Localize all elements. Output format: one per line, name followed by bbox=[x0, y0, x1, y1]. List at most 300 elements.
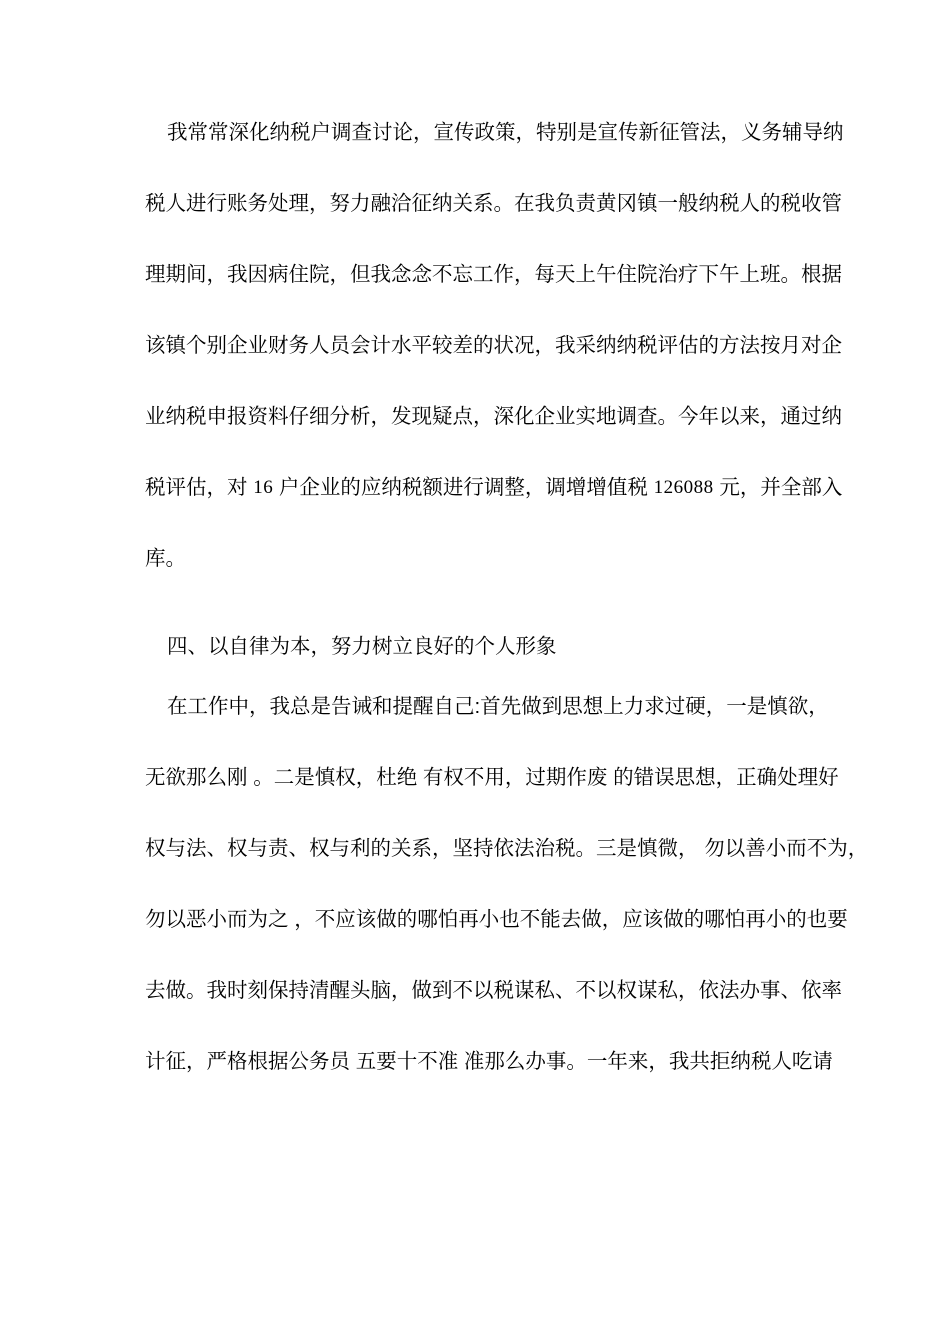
glyph: 应 bbox=[622, 908, 643, 931]
glyph: 思 bbox=[674, 766, 696, 789]
glyph: 理 bbox=[797, 766, 819, 789]
glyph: 义 bbox=[741, 121, 762, 144]
glyph: 疑 bbox=[432, 405, 453, 428]
glyph: 权 bbox=[616, 979, 637, 1002]
glyph: 做 bbox=[663, 908, 684, 931]
glyph: 人 bbox=[739, 192, 760, 215]
glyph: 时 bbox=[227, 979, 248, 1002]
glyph: 的 bbox=[786, 908, 807, 931]
glyph: 纳 bbox=[165, 405, 186, 428]
paragraph-line bbox=[145, 1047, 833, 1077]
glyph: 行 bbox=[206, 192, 227, 215]
glyph: 管 bbox=[679, 121, 700, 144]
glyph: 税 bbox=[780, 192, 801, 215]
glyph: 实 bbox=[575, 405, 596, 428]
glyph: 镇 bbox=[165, 334, 186, 357]
paragraph-line bbox=[145, 402, 842, 432]
glyph: 力 bbox=[350, 192, 371, 215]
glyph: 的 bbox=[760, 192, 781, 215]
glyph: 根 bbox=[801, 263, 822, 286]
glyph: 作 bbox=[493, 263, 514, 286]
glyph: 小 bbox=[765, 908, 787, 931]
glyph: 务 bbox=[761, 121, 782, 144]
glyph: 率 bbox=[821, 979, 842, 1002]
glyph: 慎 bbox=[314, 766, 336, 789]
glyph: 黄 bbox=[596, 192, 617, 215]
glyph: 化 bbox=[514, 405, 535, 428]
glyph: 也 bbox=[499, 908, 520, 931]
glyph: 全 bbox=[780, 476, 802, 499]
glyph: 作 bbox=[566, 766, 587, 789]
glyph: 为 bbox=[247, 908, 268, 931]
glyph: 请 bbox=[812, 1050, 833, 1073]
glyph: 是 bbox=[577, 121, 598, 144]
glyph: 小 bbox=[478, 908, 500, 931]
glyph: 报 bbox=[227, 405, 248, 428]
glyph: 年 bbox=[607, 1050, 628, 1073]
glyph: 杜 bbox=[376, 766, 397, 789]
paragraph-line bbox=[145, 189, 842, 219]
glyph: 并 bbox=[760, 476, 781, 499]
glyph: 利 bbox=[350, 837, 371, 860]
glyph: 上 bbox=[575, 263, 596, 286]
glyph: 、 bbox=[288, 837, 309, 860]
glyph: 持 bbox=[473, 837, 494, 860]
paragraph-line: 在工作中，我总是告诫和提醒自己:首先做到思想上力求过硬，一是慎欲， bbox=[167, 695, 829, 718]
glyph: 午 bbox=[596, 263, 617, 286]
glyph: 。 bbox=[493, 192, 514, 215]
glyph: 析 bbox=[350, 405, 371, 428]
glyph: 无 bbox=[145, 766, 166, 789]
glyph: 今 bbox=[678, 405, 699, 428]
glyph: 期 bbox=[165, 263, 186, 286]
glyph: 五 bbox=[355, 1050, 377, 1073]
glyph: 我 bbox=[167, 121, 188, 144]
glyph: 责 bbox=[575, 192, 596, 215]
glyph: 融 bbox=[370, 192, 391, 215]
glyph: 三 bbox=[596, 837, 617, 860]
glyph: 班 bbox=[760, 263, 781, 286]
glyph: 仔 bbox=[288, 405, 309, 428]
glyph: 十 bbox=[396, 1050, 418, 1073]
glyph: 纳 bbox=[821, 405, 842, 428]
glyph: 的 bbox=[473, 334, 494, 357]
glyph: 业 bbox=[145, 405, 166, 428]
glyph: 。 bbox=[566, 1050, 587, 1073]
glyph: 二 bbox=[273, 766, 295, 789]
glyph: 院 bbox=[637, 263, 658, 286]
glyph: 那 bbox=[484, 1050, 505, 1073]
glyph: 确 bbox=[756, 766, 778, 789]
glyph: ， bbox=[515, 121, 536, 144]
glyph: 错 bbox=[633, 766, 655, 789]
glyph: 估 bbox=[678, 334, 699, 357]
glyph: 务 bbox=[288, 334, 309, 357]
glyph: 税 bbox=[627, 476, 648, 499]
glyph: 资 bbox=[247, 405, 268, 428]
glyph: 系 bbox=[411, 837, 432, 860]
glyph: 地 bbox=[596, 405, 617, 428]
glyph: 做 bbox=[376, 908, 397, 931]
glyph: 处 bbox=[268, 192, 289, 215]
glyph: 论 bbox=[392, 121, 413, 144]
glyph: 慎 bbox=[637, 837, 658, 860]
glyph: ， bbox=[391, 979, 412, 1002]
glyph: 纳 bbox=[432, 192, 453, 215]
paragraph-line bbox=[145, 260, 842, 290]
glyph: 政 bbox=[474, 121, 495, 144]
glyph: 共 bbox=[689, 1050, 710, 1073]
glyph: 废 bbox=[586, 766, 608, 789]
glyph: 吃 bbox=[791, 1050, 813, 1073]
glyph: 员 bbox=[329, 1050, 350, 1073]
glyph: 以 bbox=[473, 979, 494, 1002]
glyph: 镇 bbox=[637, 192, 658, 215]
glyph: 该 bbox=[355, 908, 377, 931]
glyph: 用 bbox=[484, 766, 505, 789]
glyph: 格 bbox=[227, 1050, 248, 1073]
glyph: 税 bbox=[637, 334, 658, 357]
glyph: 那 bbox=[186, 766, 207, 789]
glyph: 税 bbox=[719, 192, 740, 215]
glyph: 以 bbox=[724, 837, 746, 860]
glyph: 不 bbox=[519, 908, 541, 931]
glyph: 增 bbox=[565, 476, 587, 499]
glyph: 通 bbox=[780, 405, 801, 428]
glyph: ， bbox=[760, 405, 781, 428]
glyph: 讨 bbox=[372, 121, 393, 144]
glyph: 我 bbox=[370, 263, 391, 286]
glyph: 整 bbox=[504, 476, 525, 499]
glyph: ， bbox=[514, 263, 535, 286]
glyph: 工 bbox=[473, 263, 494, 286]
glyph: 人 bbox=[165, 192, 186, 215]
glyph: 拒 bbox=[709, 1050, 731, 1073]
glyph: 法 bbox=[700, 121, 721, 144]
glyph: 征 bbox=[165, 1050, 186, 1073]
glyph: 醒 bbox=[329, 979, 350, 1002]
glyph: 哪 bbox=[417, 908, 438, 931]
glyph: 化 bbox=[249, 121, 270, 144]
glyph: 勿 bbox=[704, 837, 725, 860]
glyph: 依 bbox=[493, 837, 514, 860]
glyph: 与 bbox=[247, 837, 268, 860]
glyph: 我 bbox=[206, 979, 227, 1002]
glyph: 一 bbox=[586, 1050, 608, 1073]
glyph: 税 bbox=[750, 1050, 772, 1073]
glyph: 况 bbox=[514, 334, 535, 357]
glyph: 法 bbox=[719, 979, 740, 1002]
glyph: 的 bbox=[683, 908, 705, 931]
glyph: 做 bbox=[165, 979, 186, 1002]
glyph: 的 bbox=[613, 766, 634, 789]
glyph: 来 bbox=[627, 1050, 649, 1073]
glyph: 公 bbox=[288, 1050, 309, 1073]
glyph: 点 bbox=[452, 405, 473, 428]
glyph: 责 bbox=[268, 837, 289, 860]
glyph: ， bbox=[206, 476, 227, 499]
glyph: 深 bbox=[493, 405, 514, 428]
glyph: 脑 bbox=[370, 979, 391, 1002]
glyph: 上 bbox=[739, 263, 760, 286]
glyph: ， bbox=[329, 263, 350, 286]
glyph: 清 bbox=[309, 979, 330, 1002]
glyph: 因 bbox=[247, 263, 268, 286]
glyph: ， bbox=[355, 766, 377, 789]
glyph: 辅 bbox=[782, 121, 803, 144]
glyph: 细 bbox=[309, 405, 330, 428]
glyph: 再 bbox=[745, 908, 766, 931]
glyph: 税 bbox=[493, 979, 514, 1002]
glyph: 据 bbox=[821, 263, 842, 286]
glyph: 想 bbox=[695, 766, 716, 789]
glyph: 治 bbox=[657, 263, 678, 286]
glyph: 差 bbox=[452, 334, 473, 357]
glyph: 洽 bbox=[391, 192, 412, 215]
glyph: 月 bbox=[780, 334, 801, 357]
glyph: 怕 bbox=[437, 908, 459, 931]
glyph: 传 bbox=[618, 121, 639, 144]
glyph: 努 bbox=[329, 192, 350, 215]
glyph: 而 bbox=[786, 837, 807, 860]
glyph: 调 bbox=[616, 405, 637, 428]
glyph: 也 bbox=[806, 908, 828, 931]
glyph: 入 bbox=[821, 476, 843, 499]
glyph: 治 bbox=[534, 837, 555, 860]
glyph: 误 bbox=[654, 766, 675, 789]
glyph: 企 bbox=[227, 334, 248, 357]
paragraph-line bbox=[145, 118, 844, 148]
glyph: ， bbox=[413, 121, 434, 144]
glyph: 不 bbox=[575, 979, 596, 1002]
glyph: 处 bbox=[777, 766, 798, 789]
glyph: 部 bbox=[801, 476, 822, 499]
glyph: 业 bbox=[319, 476, 341, 499]
glyph: 平 bbox=[411, 334, 432, 357]
glyph: 业 bbox=[247, 334, 268, 357]
glyph: 微 bbox=[657, 837, 678, 860]
glyph: 为 bbox=[827, 837, 848, 860]
glyph: 、 bbox=[555, 979, 576, 1002]
glyph: 小 bbox=[765, 837, 787, 860]
glyph: ， bbox=[294, 908, 315, 931]
glyph: 负 bbox=[555, 192, 576, 215]
glyph: 。 bbox=[186, 979, 207, 1002]
glyph: 住 bbox=[288, 263, 309, 286]
glyph: 午 bbox=[719, 263, 740, 286]
glyph: 要 bbox=[827, 908, 848, 931]
glyph: 征 bbox=[659, 121, 680, 144]
glyph: 该 bbox=[145, 334, 166, 357]
inline-number: 16 bbox=[253, 477, 274, 498]
glyph: 过 bbox=[525, 766, 546, 789]
glyph: 税 bbox=[401, 476, 423, 499]
glyph: 增 bbox=[586, 476, 607, 499]
glyph: ， bbox=[739, 476, 761, 499]
glyph: 我 bbox=[227, 263, 248, 286]
glyph: 管 bbox=[821, 192, 842, 215]
glyph: 忘 bbox=[452, 263, 473, 286]
glyph: 户 bbox=[278, 476, 300, 499]
glyph: 查 bbox=[351, 121, 372, 144]
glyph: 税 bbox=[145, 476, 166, 499]
glyph: 别 bbox=[206, 334, 227, 357]
glyph: 的 bbox=[340, 476, 361, 499]
glyph: 常 bbox=[208, 121, 229, 144]
glyph: 进 bbox=[442, 476, 464, 499]
glyph: 发 bbox=[391, 405, 412, 428]
glyph: 准 bbox=[437, 1050, 459, 1073]
glyph: 业 bbox=[555, 405, 576, 428]
glyph: 勿 bbox=[145, 908, 166, 931]
glyph: 小 bbox=[206, 908, 227, 931]
glyph: 会 bbox=[350, 334, 371, 357]
glyph: 纳 bbox=[823, 121, 844, 144]
glyph: 哪 bbox=[704, 908, 725, 931]
paragraph-line bbox=[145, 976, 842, 1006]
glyph: 去 bbox=[560, 908, 582, 931]
glyph: 病 bbox=[268, 263, 289, 286]
glyph: 做 bbox=[411, 979, 432, 1002]
glyph: 方 bbox=[719, 334, 740, 357]
glyph: 不 bbox=[417, 1050, 438, 1073]
glyph: 坚 bbox=[452, 837, 473, 860]
glyph: 法 bbox=[739, 334, 760, 357]
glyph: 纳 bbox=[381, 476, 402, 499]
paragraph-line: 库。 bbox=[145, 547, 186, 570]
glyph: 法 bbox=[514, 837, 535, 860]
glyph: 人 bbox=[771, 1050, 792, 1073]
glyph: ， bbox=[648, 1050, 669, 1073]
glyph: ， bbox=[370, 405, 391, 428]
glyph: 税 bbox=[186, 405, 207, 428]
glyph: 谋 bbox=[637, 979, 658, 1002]
glyph: 不 bbox=[806, 837, 828, 860]
glyph: ， bbox=[432, 837, 453, 860]
glyph: 每 bbox=[534, 263, 555, 286]
glyph: 好 bbox=[818, 766, 839, 789]
glyph: 不 bbox=[463, 766, 485, 789]
glyph: ， bbox=[186, 1050, 207, 1073]
glyph: 恶 bbox=[186, 908, 207, 931]
glyph: ， bbox=[678, 837, 699, 860]
glyph: 导 bbox=[802, 121, 823, 144]
glyph: 采 bbox=[575, 334, 596, 357]
glyph: 收 bbox=[801, 192, 822, 215]
glyph: ， bbox=[715, 766, 737, 789]
glyph: 人 bbox=[309, 334, 330, 357]
glyph: 要 bbox=[376, 1050, 397, 1073]
glyph: 水 bbox=[391, 334, 412, 357]
glyph: 过 bbox=[801, 405, 822, 428]
glyph: 进 bbox=[186, 192, 207, 215]
glyph: 私 bbox=[534, 979, 555, 1002]
glyph: 征 bbox=[411, 192, 432, 215]
glyph: 年 bbox=[698, 405, 719, 428]
glyph: 企 bbox=[534, 405, 555, 428]
glyph: ， bbox=[847, 837, 869, 860]
glyph: 严 bbox=[206, 1050, 227, 1073]
glyph: 再 bbox=[458, 908, 479, 931]
glyph: ， bbox=[601, 908, 623, 931]
section-heading: 四、以自律为本，努力树立良好的个人形象 bbox=[167, 635, 557, 658]
paragraph-line bbox=[145, 473, 843, 503]
glyph: 的 bbox=[698, 334, 719, 357]
glyph: 对 bbox=[801, 334, 822, 357]
glyph: 估 bbox=[186, 476, 207, 499]
glyph: 到 bbox=[432, 979, 453, 1002]
glyph: 深 bbox=[228, 121, 249, 144]
glyph: 。 bbox=[253, 766, 274, 789]
glyph: 。 bbox=[657, 405, 678, 428]
glyph: 法 bbox=[186, 837, 207, 860]
glyph: 企 bbox=[299, 476, 320, 499]
glyph: 办 bbox=[739, 979, 760, 1002]
glyph: 一 bbox=[657, 192, 678, 215]
glyph: 理 bbox=[288, 192, 309, 215]
glyph: 评 bbox=[165, 476, 186, 499]
glyph: 理 bbox=[145, 263, 166, 286]
glyph: 系 bbox=[473, 192, 494, 215]
inline-number: 126088 bbox=[653, 477, 714, 498]
glyph: 户 bbox=[310, 121, 331, 144]
glyph: 对 bbox=[227, 476, 248, 499]
glyph: 以 bbox=[596, 979, 617, 1002]
glyph: 般 bbox=[678, 192, 699, 215]
glyph: 而 bbox=[227, 908, 248, 931]
glyph: 税 bbox=[555, 837, 576, 860]
glyph: 念 bbox=[391, 263, 412, 286]
glyph: 元 bbox=[719, 476, 740, 499]
glyph: ， bbox=[534, 334, 555, 357]
glyph: 不 bbox=[432, 263, 453, 286]
glyph: 账 bbox=[227, 192, 248, 215]
glyph: 疗 bbox=[678, 263, 699, 286]
glyph: 住 bbox=[616, 263, 637, 286]
glyph: 特 bbox=[536, 121, 557, 144]
glyph: 院 bbox=[309, 263, 330, 286]
glyph: 不 bbox=[314, 908, 336, 931]
glyph: 调 bbox=[545, 476, 566, 499]
glyph: 、 bbox=[780, 979, 801, 1002]
glyph: 但 bbox=[350, 263, 371, 286]
glyph: 依 bbox=[698, 979, 719, 1002]
glyph: 天 bbox=[555, 263, 576, 286]
glyph: 计 bbox=[370, 334, 391, 357]
glyph: 计 bbox=[145, 1050, 166, 1073]
glyph: 关 bbox=[452, 192, 473, 215]
paragraph-line bbox=[145, 763, 839, 793]
glyph: 我 bbox=[555, 334, 576, 357]
glyph: 做 bbox=[581, 908, 602, 931]
glyph: 保 bbox=[268, 979, 289, 1002]
glyph: 的 bbox=[370, 837, 391, 860]
glyph: 企 bbox=[821, 334, 842, 357]
glyph: 策 bbox=[495, 121, 516, 144]
paragraph-line bbox=[145, 834, 869, 864]
glyph: 常 bbox=[187, 121, 208, 144]
glyph: 持 bbox=[288, 979, 309, 1002]
glyph: ， bbox=[678, 979, 699, 1002]
glyph: 评 bbox=[657, 334, 678, 357]
glyph: 行 bbox=[463, 476, 484, 499]
glyph: 务 bbox=[309, 1050, 330, 1073]
glyph: 与 bbox=[329, 837, 350, 860]
glyph: ， bbox=[206, 263, 227, 286]
glyph: 纳 bbox=[616, 334, 637, 357]
glyph: 现 bbox=[411, 405, 432, 428]
glyph: 传 bbox=[454, 121, 475, 144]
